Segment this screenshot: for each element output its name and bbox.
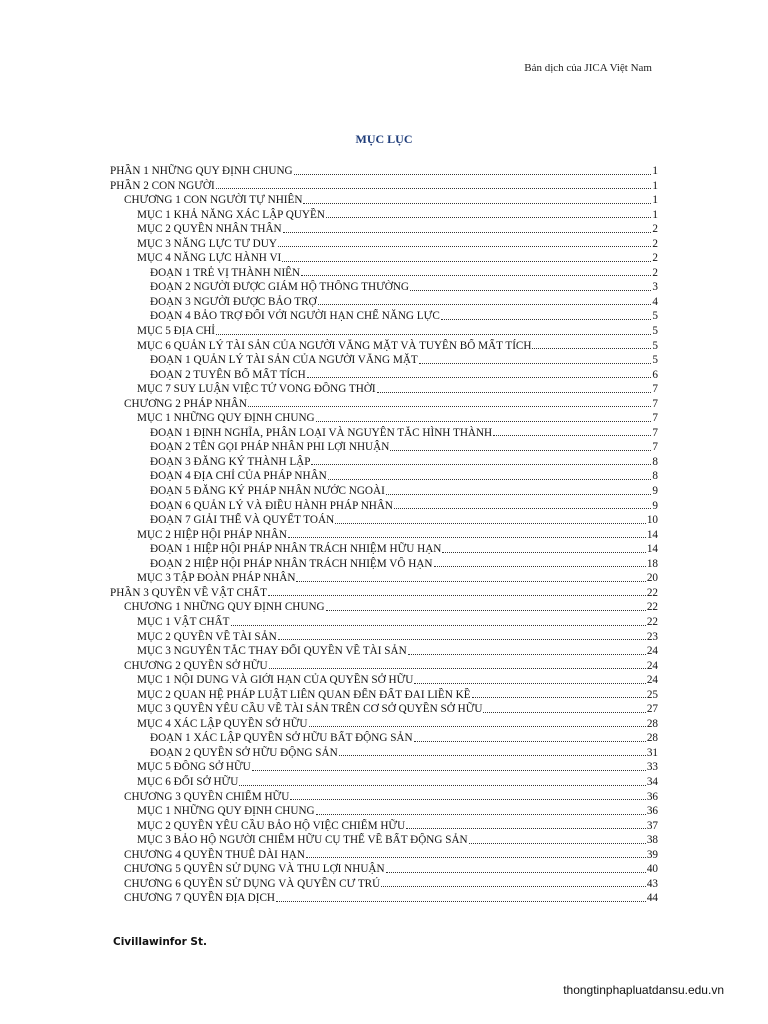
toc-entry[interactable] [110, 702, 658, 717]
toc-entry-page: 39 [646, 848, 658, 861]
toc-entry-page: 8 [652, 470, 658, 483]
toc-entry[interactable] [110, 790, 658, 805]
toc-entry[interactable] [110, 600, 658, 615]
toc-entry-page: 34 [646, 775, 658, 788]
toc-entry-label: PHẦN 1 NHỮNG QUY ĐỊNH CHUNG [110, 165, 293, 177]
toc-entry[interactable] [110, 251, 658, 266]
toc-entry-page: 8 [652, 455, 658, 468]
toc-entry-label: ĐOẠN 4 ĐỊA CHỈ CỦA PHÁP NHÂN [150, 470, 327, 483]
toc-entry-page: 2 [652, 237, 658, 250]
toc-entry-page: 18 [646, 557, 658, 570]
toc-entry-label: CHƯƠNG 7 QUYỀN ĐỊA DỊCH [124, 892, 276, 905]
toc-dot-leader [434, 566, 646, 567]
toc-entry-label: MỤC 2 QUYỀN VỀ TÀI SẢN [137, 630, 277, 643]
toc-entry-label: ĐOẠN 1 HIỆP HỘI PHÁP NHÂN TRÁCH NHIỆM HỮU HẠN [150, 543, 442, 556]
toc-entry-label: MỤC 3 QUYỀN YÊU CẦU VỀ TÀI SẢN TRÊN CƠ SỞ QUYỀN SỞ HỮU [137, 703, 483, 716]
toc-entry[interactable] [110, 746, 658, 761]
toc-entry-label: ĐOẠN 1 QUẢN LÝ TÀI SẢN CỦA NGƯỜI VẮNG MẶT [150, 354, 418, 367]
toc-dot-leader [296, 581, 645, 582]
toc-dot-leader [216, 188, 652, 189]
toc-dot-leader [326, 610, 646, 611]
toc-entry[interactable] [110, 499, 658, 514]
toc-dot-leader [268, 595, 646, 596]
toc-dot-leader [414, 683, 645, 684]
toc-entry-page: 5 [652, 339, 658, 352]
toc-entry-page: 2 [652, 266, 658, 279]
toc-entry[interactable] [110, 455, 658, 470]
toc-entry-page: 31 [646, 746, 658, 759]
toc-entry-label: ĐOẠN 3 ĐĂNG KÝ THÀNH LẬP [150, 455, 311, 468]
toc-entry-label: ĐOẠN 2 TUYÊN BỐ MẤT TÍCH [150, 368, 306, 381]
toc-entry-page: 22 [646, 586, 658, 599]
toc-dot-leader [483, 712, 645, 713]
toc-entry[interactable] [110, 615, 658, 630]
toc-entry-label: ĐOẠN 4 BẢO TRỢ ĐỐI VỚI NGƯỜI HẠN CHẾ NĂNG LỰC [150, 310, 440, 323]
toc-entry[interactable] [110, 528, 658, 543]
toc-dot-leader [276, 901, 646, 902]
toc-entry-label: ĐOẠN 1 TRẺ VỊ THÀNH NIÊN [150, 266, 301, 279]
toc-entry-page: 1 [652, 194, 658, 207]
table-of-contents [110, 164, 658, 906]
toc-dot-leader [301, 275, 651, 276]
toc-entry-label: MỤC 4 XÁC LẬP QUYỀN SỞ HỮU [137, 717, 308, 730]
toc-entry-page: 24 [646, 659, 658, 672]
toc-entry-page: 22 [646, 601, 658, 614]
toc-entry-label: MỤC 1 KHẢ NĂNG XÁC LẬP QUYỀN [137, 208, 325, 221]
toc-dot-leader [309, 726, 646, 727]
toc-entry[interactable] [110, 469, 658, 484]
toc-entry-page: 23 [646, 630, 658, 643]
toc-entry-page: 7 [652, 441, 658, 454]
toc-entry-page: 2 [652, 252, 658, 265]
footer-website[interactable]: thongtinphapluatdansu.edu.vn [563, 983, 724, 997]
toc-entry[interactable] [110, 862, 658, 877]
toc-entry-label: ĐOẠN 1 ĐỊNH NGHĨA, PHÂN LOẠI VÀ NGUYÊN TẮC HÌNH THÀNH [150, 426, 493, 439]
toc-entry[interactable] [110, 586, 658, 601]
toc-entry[interactable] [110, 208, 658, 223]
toc-dot-leader [278, 246, 651, 247]
toc-entry[interactable] [110, 571, 658, 586]
toc-entry-page: 5 [652, 354, 658, 367]
toc-entry-label: ĐOẠN 7 GIẢI THỂ VÀ QUYẾT TOÁN [150, 514, 335, 527]
toc-entry-label: CHƯƠNG 1 CON NGƯỜI TỰ NHIÊN [124, 194, 303, 207]
toc-dot-leader [294, 174, 652, 175]
toc-entry-page: 20 [646, 572, 658, 585]
toc-dot-leader [442, 552, 645, 553]
toc-entry[interactable] [110, 164, 658, 179]
toc-entry-label: MỤC 5 ĐỊA CHỈ [137, 325, 216, 338]
toc-entry[interactable] [110, 309, 658, 324]
toc-entry-page: 7 [652, 397, 658, 410]
toc-entry-label: ĐOẠN 6 QUẢN LÝ VÀ ĐIỀU HÀNH PHÁP NHÂN [150, 499, 394, 512]
toc-entry-label: PHẦN 3 QUYỀN VỀ VẬT CHẤT [110, 586, 267, 599]
toc-entry-label: MỤC 4 NĂNG LỰC HÀNH VI [137, 252, 282, 265]
toc-entry-label: CHƯƠNG 6 QUYỀN SỬ DỤNG VÀ QUYỀN CƯ TRÚ [124, 877, 381, 890]
toc-entry[interactable] [110, 484, 658, 499]
toc-dot-leader [493, 435, 651, 436]
toc-entry-label: MỤC 2 QUAN HỆ PHÁP LUẬT LIÊN QUAN ĐẾN ĐẤT ĐAI LIỀN KỀ [137, 688, 471, 701]
toc-dot-leader [408, 654, 646, 655]
toc-entry-label: ĐOẠN 2 QUYỀN SỞ HỮU ĐỘNG SẢN [150, 746, 338, 759]
toc-entry-label: MỤC 1 NHỮNG QUY ĐỊNH CHUNG [137, 805, 315, 818]
toc-entry[interactable] [110, 848, 658, 863]
toc-entry-label: ĐOẠN 3 NGƯỜI ĐƯỢC BẢO TRỢ [150, 295, 317, 308]
toc-entry[interactable] [110, 411, 658, 426]
toc-entry[interactable] [110, 295, 658, 310]
toc-entry-label: ĐOẠN 2 NGƯỜI ĐƯỢC GIÁM HỘ THÔNG THƯỜNG [150, 281, 409, 294]
toc-dot-leader [311, 464, 651, 465]
toc-entry[interactable] [110, 760, 658, 775]
toc-dot-leader [316, 814, 646, 815]
toc-entry-page: 9 [652, 485, 658, 498]
toc-dot-leader [335, 523, 646, 524]
toc-entry-label: MỤC 3 NĂNG LỰC TƯ DUY [137, 237, 277, 250]
toc-entry-page: 5 [652, 310, 658, 323]
translation-credit: Bản dịch của JICA Việt Nam [524, 62, 652, 74]
toc-entry-label: CHƯƠNG 4 QUYỀN THUÊ DÀI HẠN [124, 848, 305, 861]
toc-entry-page: 4 [652, 295, 658, 308]
toc-entry-label: CHƯƠNG 2 PHÁP NHÂN [124, 397, 247, 410]
toc-entry[interactable] [110, 266, 658, 281]
toc-entry[interactable] [110, 440, 658, 455]
toc-entry-page: 28 [646, 717, 658, 730]
toc-entry-label: MỤC 5 ĐỒNG SỞ HỮU [137, 761, 251, 774]
toc-dot-leader [306, 857, 646, 858]
toc-dot-leader [469, 843, 646, 844]
toc-dot-leader [381, 886, 646, 887]
toc-entry-page: 25 [646, 688, 658, 701]
toc-dot-leader [318, 304, 652, 305]
toc-entry[interactable] [110, 877, 658, 892]
toc-entry[interactable] [110, 368, 658, 383]
toc-entry-page: 22 [646, 615, 658, 628]
toc-entry-label: ĐOẠN 2 HIỆP HỘI PHÁP NHÂN TRÁCH NHIỆM VÔ HẠN [150, 557, 433, 570]
toc-entry-page: 10 [646, 514, 658, 527]
toc-entry-page: 1 [652, 208, 658, 221]
toc-entry-page: 7 [652, 426, 658, 439]
toc-entry-label: CHƯƠNG 1 NHỮNG QUY ĐỊNH CHUNG [124, 601, 325, 614]
toc-dot-leader [288, 537, 646, 538]
toc-entry[interactable] [110, 630, 658, 645]
toc-entry[interactable] [110, 513, 658, 528]
toc-entry[interactable] [110, 324, 658, 339]
toc-title: MỤC LỤC [355, 132, 413, 146]
toc-entry-label: PHẦN 2 CON NGƯỜI [110, 179, 215, 192]
toc-entry-page: 9 [652, 499, 658, 512]
toc-dot-leader [283, 232, 652, 233]
toc-entry-label: ĐOẠN 1 XÁC LẬP QUYỀN SỞ HỮU BẤT ĐỘNG SẢN [150, 732, 413, 745]
toc-dot-leader [326, 217, 651, 218]
toc-entry-page: 43 [646, 877, 658, 890]
toc-entry-label: MỤC 1 NHỮNG QUY ĐỊNH CHUNG [137, 412, 315, 425]
toc-dot-leader [390, 450, 651, 451]
toc-entry[interactable] [110, 833, 658, 848]
toc-dot-leader [269, 668, 646, 669]
toc-entry-page: 40 [646, 863, 658, 876]
toc-entry-label: CHƯƠNG 2 QUYỀN SỞ HỮU [124, 659, 268, 672]
toc-entry-page: 24 [646, 674, 658, 687]
toc-entry[interactable] [110, 557, 658, 572]
toc-entry-page: 7 [652, 383, 658, 396]
toc-entry[interactable] [110, 688, 658, 703]
toc-dot-leader [532, 348, 651, 349]
toc-entry-page: 36 [646, 805, 658, 818]
toc-dot-leader [339, 755, 646, 756]
toc-entry-label: CHƯƠNG 5 QUYỀN SỬ DỤNG VÀ THU LỢI NHUẬN [124, 863, 385, 876]
toc-entry[interactable] [110, 542, 658, 557]
toc-dot-leader [441, 319, 652, 320]
toc-entry-page: 14 [646, 528, 658, 541]
toc-entry[interactable] [110, 237, 658, 252]
toc-entry[interactable] [110, 353, 658, 368]
toc-entry-page: 7 [652, 412, 658, 425]
toc-entry-page: 37 [646, 819, 658, 832]
toc-entry[interactable] [110, 280, 658, 295]
toc-dot-leader [278, 639, 646, 640]
toc-entry-label: MỤC 6 ĐỔI SỞ HỮU [137, 775, 239, 788]
toc-dot-leader [282, 261, 651, 262]
toc-entry-page: 1 [652, 179, 658, 192]
toc-dot-leader [377, 392, 652, 393]
toc-entry-page: 14 [646, 543, 658, 556]
toc-entry-label: MỤC 7 SUY LUẬN VIỆC TỬ VONG ĐỒNG THỜI [137, 383, 376, 396]
toc-dot-leader [290, 799, 646, 800]
toc-entry-label: MỤC 3 TẬP ĐOÀN PHÁP NHÂN [137, 572, 296, 585]
toc-entry-label: MỤC 1 NỘI DUNG VÀ GIỚI HẠN CỦA QUYỀN SỞ HỮU [137, 674, 414, 687]
toc-dot-leader [316, 421, 652, 422]
toc-entry[interactable] [110, 193, 658, 208]
toc-entry[interactable] [110, 644, 658, 659]
toc-dot-leader [307, 377, 652, 378]
toc-entry-label: ĐOẠN 5 ĐĂNG KÝ PHÁP NHÂN NƯỚC NGOÀI [150, 485, 385, 498]
toc-entry-label: MỤC 6 QUẢN LÝ TÀI SẢN CỦA NGƯỜI VẮNG MẶT VÀ TUYÊN BỐ MẤT TÍCH [137, 339, 532, 352]
toc-entry-label: ĐOẠN 2 TÊN GỌI PHÁP NHÂN PHI LỢI NHUẬN [150, 441, 390, 454]
toc-dot-leader [419, 363, 652, 364]
toc-entry[interactable] [110, 179, 658, 194]
toc-dot-leader [410, 290, 651, 291]
toc-entry-page: 44 [646, 892, 658, 905]
toc-dot-leader [386, 872, 646, 873]
toc-entry[interactable] [110, 775, 658, 790]
toc-entry-page: 2 [652, 223, 658, 236]
toc-entry-page: 24 [646, 645, 658, 658]
toc-entry-page: 33 [646, 761, 658, 774]
toc-entry-page: 38 [646, 834, 658, 847]
toc-entry-page: 36 [646, 790, 658, 803]
toc-entry-page: 5 [652, 325, 658, 338]
toc-entry-label: MỤC 2 QUYỀN NHÂN THÂN [137, 223, 282, 236]
toc-entry-label: MỤC 3 BẢO HỘ NGƯỜI CHIẾM HỮU CỤ THỂ VỀ BẤT ĐỘNG SẢN [137, 834, 468, 847]
toc-entry-page: 3 [652, 281, 658, 294]
toc-entry[interactable] [110, 339, 658, 354]
toc-dot-leader [472, 697, 646, 698]
toc-entry[interactable] [110, 397, 658, 412]
toc-entry-page: 28 [646, 732, 658, 745]
toc-dot-leader [414, 741, 646, 742]
toc-entry[interactable] [110, 659, 658, 674]
toc-entry[interactable] [110, 717, 658, 732]
toc-entry-page: 6 [652, 368, 658, 381]
toc-dot-leader [239, 785, 646, 786]
toc-entry[interactable] [110, 804, 658, 819]
toc-entry-label: MỤC 1 VẬT CHẤT [137, 615, 230, 628]
toc-entry[interactable] [110, 426, 658, 441]
toc-dot-leader [394, 508, 651, 509]
toc-entry[interactable] [110, 731, 658, 746]
toc-dot-leader [231, 625, 646, 626]
toc-dot-leader [328, 479, 652, 480]
toc-entry[interactable] [110, 819, 658, 834]
toc-dot-leader [406, 828, 646, 829]
toc-dot-leader [252, 770, 646, 771]
toc-entry[interactable] [110, 673, 658, 688]
toc-entry-label: MỤC 2 QUYỀN YÊU CẦU BẢO HỘ VIỆC CHIẾM HỮU [137, 819, 406, 832]
toc-entry-label: MỤC 3 NGUYÊN TẮC THAY ĐỔI QUYỀN VỀ TÀI SẢN [137, 645, 407, 658]
toc-dot-leader [216, 334, 651, 335]
toc-entry-page: 27 [646, 703, 658, 716]
toc-dot-leader [386, 494, 652, 495]
toc-entry-page: 1 [652, 165, 658, 177]
toc-entry-label: MỤC 2 HIỆP HỘI PHÁP NHÂN [137, 528, 287, 541]
toc-entry-label: CHƯƠNG 3 QUYỀN CHIẾM HỮU [124, 790, 290, 803]
footer-author: Civillawinfor St. [113, 936, 207, 948]
toc-entry[interactable] [110, 382, 658, 397]
toc-entry[interactable] [110, 891, 658, 906]
toc-entry[interactable] [110, 222, 658, 237]
toc-dot-leader [303, 203, 651, 204]
toc-dot-leader [248, 406, 651, 407]
